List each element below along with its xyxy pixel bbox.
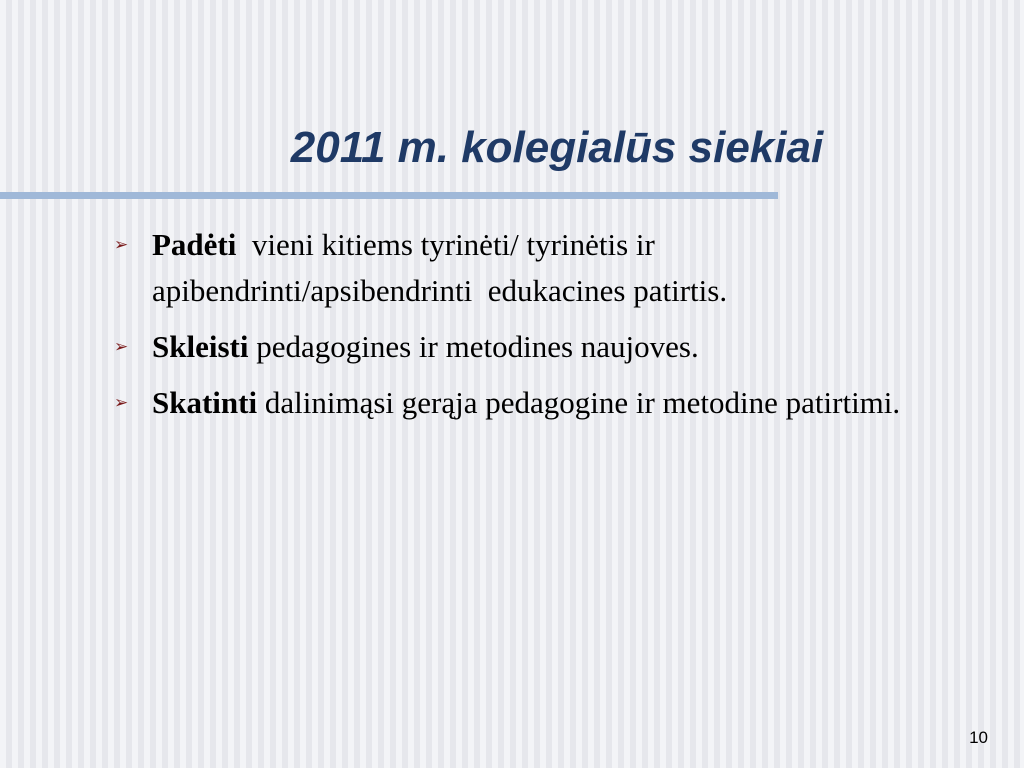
arrow-bullet-icon: ➢ xyxy=(114,235,129,255)
bullet-keyword: Skleisti xyxy=(152,329,249,364)
list-item xyxy=(114,222,974,314)
bullet-keyword: Skatinti xyxy=(152,385,258,420)
list-item xyxy=(114,324,974,370)
bullet-text: pedagogines ir metodines naujoves. xyxy=(248,329,699,364)
bullet-text: vieni kitiems tyrinėti/ tyrinėtis ir apibendrinti/apsibendrinti edukacines patirtis. xyxy=(152,227,728,308)
bullet-list xyxy=(114,222,974,436)
arrow-bullet-icon: ➢ xyxy=(114,337,129,357)
page-number: 10 xyxy=(969,728,988,747)
title-divider xyxy=(0,192,778,199)
list-item xyxy=(114,380,974,426)
bullet-keyword: Padėti xyxy=(152,227,237,262)
arrow-bullet-icon: ➢ xyxy=(114,393,129,413)
slide-title: 2011 m. kolegialūs siekiai xyxy=(290,123,824,172)
bullet-text: dalinimąsi gerąja pedagogine ir metodine patirtimi. xyxy=(257,385,901,420)
